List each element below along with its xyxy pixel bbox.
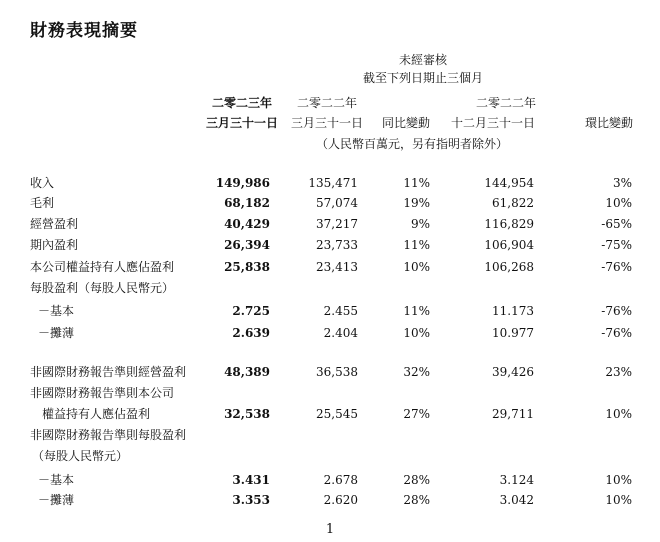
row-label: －攤薄	[38, 326, 75, 340]
row-label: 經營盈利	[30, 217, 79, 231]
cell-yoy: 28%	[403, 473, 430, 487]
cell-dec: 29,711	[492, 407, 534, 421]
header-period: 截至下列日期止三個月	[362, 71, 484, 85]
cell-qoq: -76%	[601, 304, 632, 318]
col-dec-line2: 十二月三十一日	[450, 116, 536, 130]
cell-2023: 2.639	[232, 326, 270, 340]
cell-qoq: 10%	[605, 196, 632, 210]
cell-qoq: -76%	[601, 260, 632, 274]
cell-dec: 39,426	[492, 365, 534, 379]
row-label: （每股人民幣元）	[32, 449, 129, 463]
cell-qoq: -76%	[601, 326, 632, 340]
row-label: 本公司權益持有人應佔盈利	[30, 260, 175, 274]
col-dec-line1: 二零二二年	[475, 96, 537, 110]
cell-2022: 57,074	[316, 196, 358, 210]
row-label: 收入	[30, 176, 55, 190]
cell-yoy: 11%	[403, 176, 430, 190]
row-label: 毛利	[30, 196, 55, 210]
cell-dec: 106,268	[484, 260, 534, 274]
cell-2022: 2.404	[323, 326, 358, 340]
cell-dec: 11.173	[492, 304, 534, 318]
row-label: 非國際財務報告準則本公司	[30, 386, 175, 400]
col-qoq: 環比變動	[584, 116, 634, 130]
cell-2023: 3.353	[232, 493, 270, 507]
cell-yoy: 10%	[403, 326, 430, 340]
cell-2022: 36,538	[316, 365, 358, 379]
cell-2023: 40,429	[224, 217, 270, 231]
col-yoy: 同比變動	[381, 116, 431, 130]
cell-2022: 2.678	[323, 473, 358, 487]
cell-yoy: 27%	[403, 407, 430, 421]
cell-dec: 144,954	[484, 176, 534, 190]
cell-qoq: -75%	[601, 238, 632, 252]
col-2023-line1: 二零二三年	[211, 96, 273, 110]
row-label: 期內盈利	[30, 238, 79, 252]
cell-yoy: 28%	[403, 493, 430, 507]
cell-yoy: 9%	[410, 217, 430, 231]
cell-2023: 25,838	[224, 260, 270, 274]
row-label: 權益持有人應佔盈利	[42, 407, 151, 421]
cell-2023: 3.431	[232, 473, 270, 487]
row-label: －基本	[38, 473, 75, 487]
cell-2023: 2.725	[232, 304, 270, 318]
cell-qoq: 10%	[605, 407, 632, 421]
row-label: －攤薄	[38, 493, 75, 507]
cell-2022: 25,545	[316, 407, 358, 421]
cell-dec: 10.977	[492, 326, 534, 340]
cell-2023: 48,389	[224, 365, 270, 379]
page-number: 1	[325, 522, 335, 537]
cell-dec: 116,829	[484, 217, 534, 231]
cell-2023: 149,986	[215, 176, 270, 190]
row-label: －基本	[38, 304, 75, 318]
cell-2023: 68,182	[224, 196, 270, 210]
cell-2022: 2.620	[323, 493, 358, 507]
cell-2022: 2.455	[323, 304, 358, 318]
page-title: 財務表現摘要	[30, 21, 138, 41]
cell-yoy: 11%	[403, 304, 430, 318]
header-unaudited: 未經審核	[398, 53, 448, 67]
cell-yoy: 10%	[403, 260, 430, 274]
cell-yoy: 32%	[403, 365, 430, 379]
cell-qoq: 3%	[612, 176, 632, 190]
cell-qoq: 10%	[605, 473, 632, 487]
row-label-text: 非國際財務報告準則每股盈利	[30, 428, 187, 442]
row-label-selected	[30, 427, 186, 443]
header-unit: （人民幣百萬元，另有指明者除外）	[315, 137, 509, 151]
cell-2023: 32,538	[224, 407, 270, 421]
col-2022-line1: 二零二二年	[296, 96, 358, 110]
cell-qoq: -65%	[601, 217, 632, 231]
cell-2022: 23,733	[316, 238, 358, 252]
cell-qoq: 10%	[605, 493, 632, 507]
cell-2023: 26,394	[224, 238, 270, 252]
cell-yoy: 19%	[403, 196, 430, 210]
cell-dec: 106,904	[484, 238, 534, 252]
row-label: 每股盈利（每股人民幣元）	[30, 281, 175, 295]
col-2023-line2: 三月三十一日	[205, 116, 279, 130]
col-2022-line2: 三月三十一日	[290, 116, 364, 130]
row-label: 非國際財務報告準則經營盈利	[30, 365, 187, 379]
cell-dec: 3.124	[499, 473, 534, 487]
cell-qoq: 23%	[605, 365, 632, 379]
cell-2022: 37,217	[316, 217, 358, 231]
cell-dec: 61,822	[492, 196, 534, 210]
cell-2022: 135,471	[308, 176, 358, 190]
cell-yoy: 11%	[403, 238, 430, 252]
cell-2022: 23,413	[316, 260, 358, 274]
cell-dec: 3.042	[499, 493, 534, 507]
